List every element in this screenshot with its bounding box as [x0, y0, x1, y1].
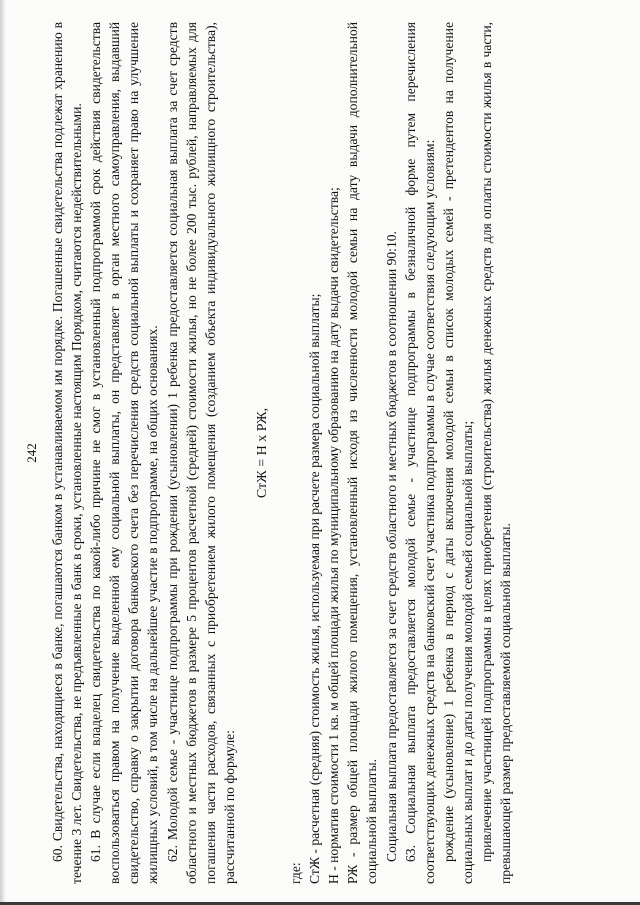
paragraph-60: 60. Свидетельства, находящиеся в банке, погашаются банком в устанавливаемом им порядке. Погашенные свидетельства подлежат хранению в течение 3 лет. Свидетельства, не предъявленные в банк в сроки, установленные настоящим Порядком, считаются недействительными.: [50, 22, 85, 884]
paragraph-61: 61. В случае если владелец свидетельства по какой-либо причине не смог в установленный подпрограммой срок действия свидетельства воспользоваться правом на получение выделенной ему социальной выплаты, он представляет в орган местного самоуправления, выдавший свидетельство, справку о закрытии договора банковского счета без перечисления средств социальной выплаты и сохраняет право на улучшение жилищных условий, в том числе на дальнейшее участие в подпрограмме, на общих основаниях.: [88, 22, 161, 884]
where-label: где:: [288, 862, 304, 884]
condition-funds: привлечение участницей подпрограммы в целях приобретения (строительства) жилья денежных средств для оплаты стоимости жилья в части, превышающей размер предоставляемой социальной выплаты.: [478, 22, 514, 884]
definition-rzh: РЖ - размер общей площади жилого помещения, установленный исходя из численности молодой семьи на дату выдачи дополнительной социальной выплаты.: [345, 22, 380, 884]
rotated-document-content: [24, 22, 568, 884]
paragraph-62: 62. Молодой семье - участнице подпрограммы при рождении (усыновлении) 1 ребенка предоставляется социальная выплата за счет средств областного и местных бюджетов в размере 5 процентов расчетной (средней) стоимости жилья, но не более 200 тыс. рублей, направляемых для погашения части расходов, связанных с приобретением жилого помещения (созданием объекта индивидуального жилищного строительства), рассчитанной по формуле:: [164, 22, 237, 884]
paragraph-63: 63. Социальная выплата предоставляется молодой семье - участнице подпрограммы в безналичной форме путем перечисления соответствующих денежных средств на банковский счет участника подпрограммы в случае соответствия следующим условиям:: [402, 22, 437, 884]
definition-stzh: СтЖ - расчетная (средняя) стоимость жилья, используемая при расчете размера социальной выплаты;: [307, 293, 323, 884]
formula: СтЖ = Н х РЖ,: [254, 407, 270, 499]
definition-n: Н - норматив стоимости 1 кв. м общей площади жилья по муниципальному образованию на дату выдачи свидетельства;: [326, 187, 342, 884]
page-number: 242: [24, 443, 39, 463]
scan-edge-shadow: [0, 0, 6, 905]
document-body: [48, 22, 515, 884]
funding-ratio-paragraph: Социальная выплата предоставляется за счет средств областного и местных бюджетов в соотношении 90:10.: [383, 231, 399, 862]
condition-birth: рождение (усыновление) 1 ребенка в период с даты включения молодой семьи в список молодых семей - претендентов на получение социальных выплат и до даты получения молодой семьей социальной выплаты;: [440, 22, 475, 884]
